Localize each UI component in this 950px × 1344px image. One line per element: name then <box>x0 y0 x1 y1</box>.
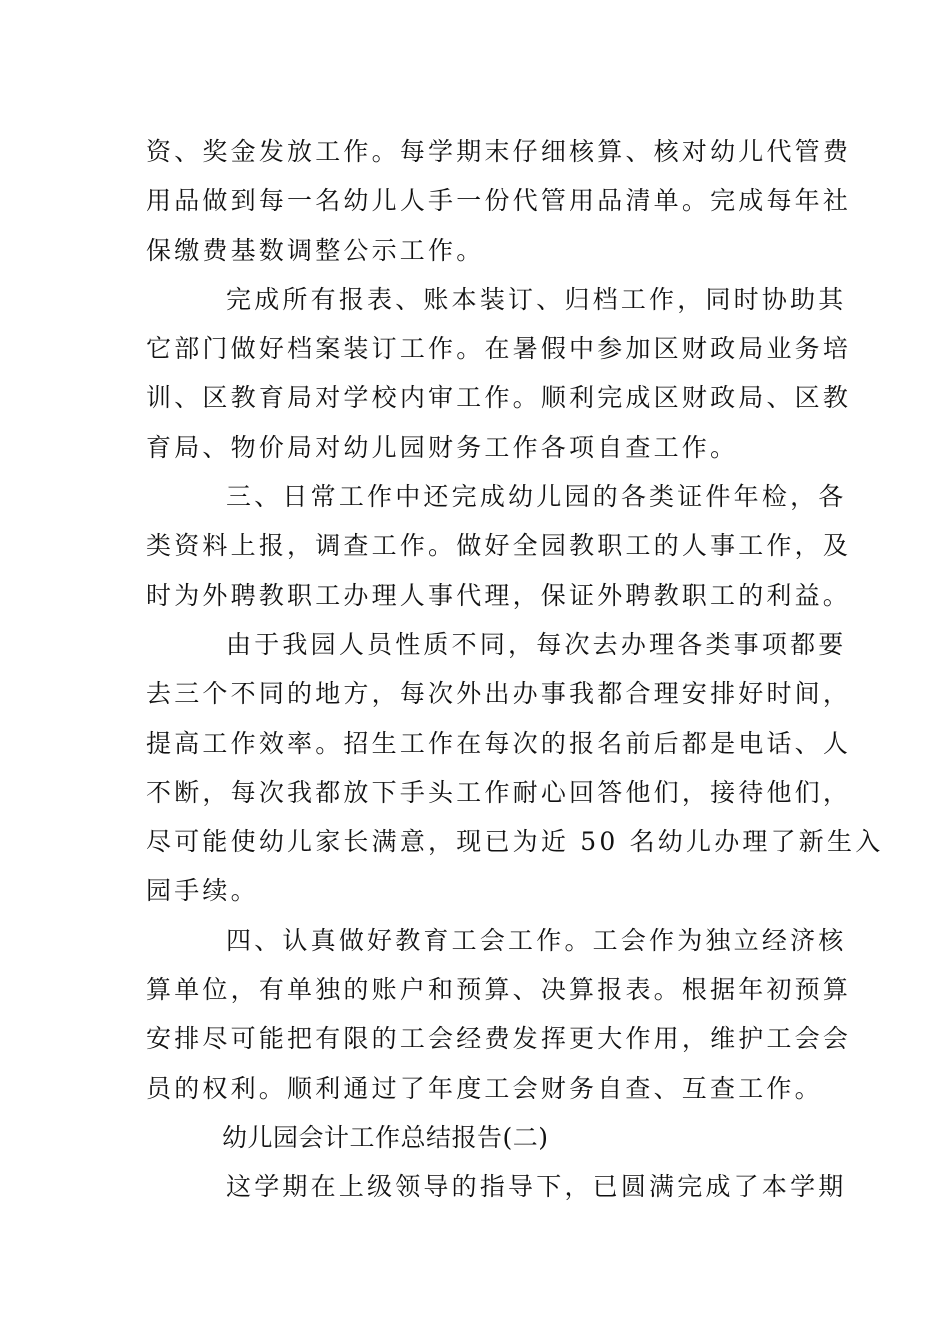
text-line: 不 断 ， 每 次 我 都 放 下 手 头 工 作 耐 心 回 答 他 们 ， 接 待 他 们 ， <box>146 777 852 807</box>
document-body <box>146 127 884 1212</box>
text-line: 尽 可 能 使 幼 儿 家 长 满 意 ， 现 已 为 近 5 0 名 幼 儿 办 理 了 新 生 入 <box>146 827 884 857</box>
section-heading: 幼儿园会计工作总结报告(二) <box>222 1122 549 1152</box>
text-line: 完 成 所 有 报 表 、 账 本 装 订 、 归 档 工 作 ， 同 时 协 助 其 <box>226 284 847 314</box>
text-line: 安 排 尽 可 能 把 有 限 的 工 会 经 费 发 挥 更 大 作 用 ， 维 护 工 会 会 <box>146 1024 852 1054</box>
text-line: 四 、 认 真 做 好 教 育 工 会 工 作 。 工 会 作 为 独 立 经 济 核 <box>226 925 847 955</box>
text-line: 用 品 做 到 每 一 名 幼 儿 人 手 一 份 代 管 用 品 清 单 。 完 成 每 年 社 <box>146 186 852 216</box>
text-line: 由 于 我 园 人 员 性 质 不 同 ， 每 次 去 办 理 各 类 事 项 都 要 <box>226 629 847 659</box>
text-line: 它 部 门 做 好 档 案 装 订 工 作 。 在 暑 假 中 参 加 区 财 政 局 业 务 培 <box>146 334 852 364</box>
text-line: 保缴费基数调整公示工作。 <box>146 235 485 265</box>
text-line: 提 高 工 作 效 率 。 招 生 工 作 在 每 次 的 报 名 前 后 都 是 电 话 、 人 <box>146 728 852 758</box>
text-line: 这 学 期 在 上 级 领 导 的 指 导 下 ， 已 圆 满 完 成 了 本 学 期 <box>226 1172 847 1202</box>
text-line: 类 资 料 上 报 ， 调 查 工 作 。 做 好 全 园 教 职 工 的 人 事 工 作 ， 及 <box>146 531 852 561</box>
text-line: 三 、 日 常 工 作 中 还 完 成 幼 儿 园 的 各 类 证 件 年 检 ， 各 <box>226 482 847 512</box>
text-line: 员的权利。顺利通过了年度工会财务自查、互查工作。 <box>146 1073 823 1103</box>
text-line: 园手续。 <box>146 876 259 906</box>
text-line: 去 三 个 不 同 的 地 方 ， 每 次 外 出 办 事 我 都 合 理 安 排 好 时 间 ， <box>146 679 852 709</box>
text-line: 时为外聘教职工办理人事代理，保证外聘教职工的利益。 <box>146 580 852 610</box>
text-line: 训 、 区 教 育 局 对 学 校 内 审 工 作 。 顺 利 完 成 区 财 政 局 、 区 教 <box>146 383 852 413</box>
text-line: 资 、 奖 金 发 放 工 作 。 每 学 期 末 仔 细 核 算 、 核 对 幼 儿 代 管 费 <box>146 137 852 166</box>
text-line: 算 单 位 ， 有 单 独 的 账 户 和 预 算 、 决 算 报 表 。 根 据 年 初 预 算 <box>146 975 852 1005</box>
text-line: 育局、物价局对幼儿园财务工作各项自查工作。 <box>146 432 739 462</box>
